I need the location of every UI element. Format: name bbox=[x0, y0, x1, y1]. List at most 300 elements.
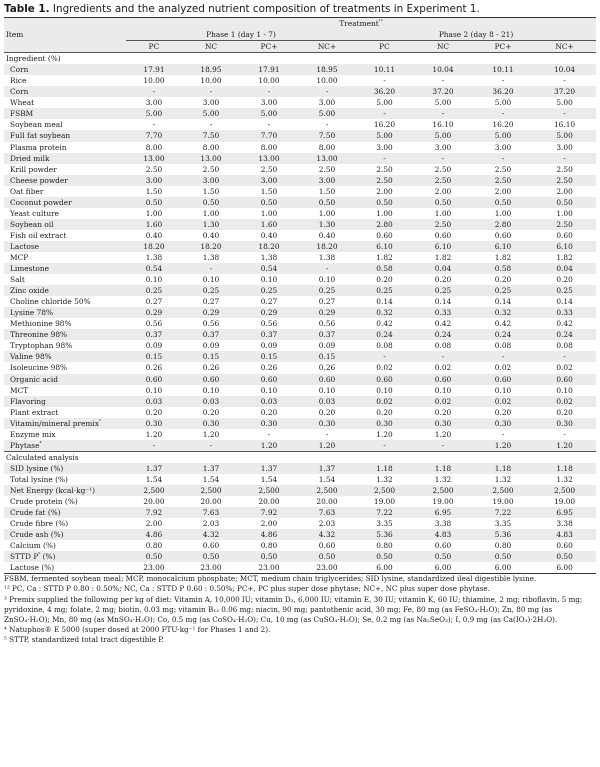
table-row bbox=[4, 362, 596, 373]
table-cell: 0.14 bbox=[376, 297, 393, 307]
table-cell: 4.86 bbox=[126, 529, 182, 540]
table-cell: 0.03 bbox=[298, 396, 356, 407]
treatment-label: Treatment bbox=[339, 19, 379, 28]
table-cell: 3.00 bbox=[434, 142, 452, 152]
row-label bbox=[4, 164, 126, 175]
table-cell: 0.50 bbox=[413, 197, 473, 208]
table-cell: - bbox=[473, 108, 533, 119]
footnote-sttd: ⁵ STTP, standardized total tract digestible P. bbox=[4, 634, 164, 644]
table-cell: 0.60 bbox=[202, 541, 220, 551]
table-cell: 0.50 bbox=[533, 197, 596, 208]
table-cell: 1.00 bbox=[376, 208, 393, 218]
table-cell: 1.20 bbox=[298, 440, 356, 452]
table-cell: 0.42 bbox=[556, 319, 573, 329]
table-cell: 5.36 bbox=[473, 529, 533, 540]
table-cell: 10.00 bbox=[316, 76, 338, 86]
table-cell: 10.00 bbox=[258, 76, 280, 86]
table-cell: 10.04 bbox=[533, 64, 596, 75]
table-cell: 8.00 bbox=[318, 142, 336, 152]
table-cell: 0.20 bbox=[494, 275, 512, 285]
table-cell: 0.25 bbox=[126, 285, 182, 296]
row-label-text: Isoleucine 98% bbox=[10, 363, 68, 373]
table-cell: 8.00 bbox=[145, 142, 163, 152]
table-cell: 0.26 bbox=[318, 363, 336, 373]
footnote-premix: ³ Premix supplied the following per kg of diet: Vitamin A, 10,000 IU; vitamin D₃, 6,000 IU; vitamin E, 30 IU; vitamin K, 60 IU; thiamine, 2 mg; riboflavin, 5 mg; pyridoxine, 4 mg; folate, 2 mg; biotin, 0.03 mg; vitamin B₁₂ 0.06 mg; niacin, 90 mg; pantothenic acid, 30 mg; Fe, 80 mg (as FeSO₄·H₂O); Zn, 80 mg (as ZnSO₄·H₂O); Mn, 80 mg (as MnSO₄·H₂O); Co, 0.5 mg (as CoSO₄·H₂O); Cu, 10 mg (as CuSO₄·H₂O); Se, 0.2 mg (as Na₂SeO₃); I, 0.9 mg (as Ca(IO₃)·2H₂O). bbox=[4, 594, 583, 624]
table-cell: 5.00 bbox=[298, 108, 356, 119]
table-cell: 6.00 bbox=[356, 562, 413, 574]
table-cell: 37.20 bbox=[413, 86, 473, 97]
table-cell: 0.27 bbox=[318, 297, 336, 307]
table-cell: 18.20 bbox=[126, 241, 182, 252]
table-row bbox=[4, 474, 596, 485]
row-label-text: MCP bbox=[10, 252, 29, 262]
table-cell: 0.60 bbox=[376, 230, 393, 240]
table-row bbox=[4, 329, 596, 340]
row-label-text: Lactose bbox=[10, 241, 40, 251]
table-cell: 10.00 bbox=[200, 76, 222, 86]
table-cell: - bbox=[298, 263, 356, 274]
table-cell: 0.10 bbox=[202, 275, 220, 285]
row-label bbox=[4, 329, 126, 340]
table-cell: 0.60 bbox=[318, 541, 336, 551]
table-cell: 0.40 bbox=[202, 230, 220, 240]
table-cell: 0.25 bbox=[298, 285, 356, 296]
table-cell: 3.00 bbox=[298, 175, 356, 186]
col-header: PC bbox=[356, 41, 413, 53]
table-cell: 0.10 bbox=[556, 385, 573, 395]
table-cell: 19.00 bbox=[492, 497, 514, 507]
table-cell: - bbox=[356, 108, 413, 119]
row-label-text: Cheese powder bbox=[10, 175, 68, 185]
table-cell: 1.20 bbox=[434, 429, 452, 439]
table-row bbox=[4, 208, 596, 219]
table-cell: 6.95 bbox=[413, 507, 473, 518]
table-cell: - bbox=[209, 120, 213, 130]
row-label-text: Total lysine (%) bbox=[10, 474, 68, 484]
table-cell: 0.20 bbox=[376, 407, 393, 417]
table-cell: 0.10 bbox=[318, 275, 336, 285]
table-cell: 0.25 bbox=[356, 285, 413, 296]
table-cell: 2,500 bbox=[413, 485, 473, 496]
footnote-treatments: ¹² PC, Ca : STTD P 0.80 : 0.50%; NC, Ca : STTD P 0.60 : 0.50%; PC+, PC plus super dose phytase; NC+, NC plus super dose phytase. bbox=[4, 584, 490, 594]
table-cell: 0.50 bbox=[298, 197, 356, 208]
table-cell: 0.10 bbox=[494, 385, 512, 395]
row-label bbox=[4, 274, 126, 285]
table-title bbox=[0, 0, 600, 17]
row-label-text: Full fat soybean bbox=[10, 131, 71, 141]
table-cell: 0.80 bbox=[494, 541, 512, 551]
table-cell: 0.02 bbox=[376, 363, 393, 373]
table-cell: 0.02 bbox=[413, 396, 473, 407]
table-row bbox=[4, 440, 596, 452]
row-label-text: Limestone bbox=[10, 264, 49, 274]
table-cell: 0.58 bbox=[473, 263, 533, 274]
table-cell: 16.20 bbox=[373, 120, 396, 130]
table-cell: 7.70 bbox=[240, 130, 298, 141]
table-cell: 2,500 bbox=[298, 485, 356, 496]
table-cell: 5.00 bbox=[126, 108, 182, 119]
table-row bbox=[4, 429, 596, 440]
table-cell: 3.00 bbox=[202, 98, 220, 108]
row-label-text: Plasma protein bbox=[10, 142, 67, 152]
table-cell: 0.37 bbox=[182, 329, 240, 340]
table-cell: 1.82 bbox=[494, 252, 512, 262]
table-row bbox=[4, 86, 596, 97]
table-cell: 1.20 bbox=[533, 440, 596, 452]
composition-table bbox=[4, 17, 596, 574]
table-row bbox=[4, 153, 596, 164]
row-label bbox=[4, 474, 126, 485]
table-cell: 1.18 bbox=[473, 463, 533, 474]
table-cell: 0.80 bbox=[145, 541, 163, 551]
table-row bbox=[4, 263, 596, 274]
table-cell: 1.50 bbox=[145, 186, 163, 196]
row-label bbox=[4, 418, 126, 429]
table-cell: 0.29 bbox=[298, 307, 356, 318]
table-cell: 6.10 bbox=[473, 241, 533, 252]
table-row bbox=[4, 418, 596, 429]
row-label-text: Dried milk bbox=[10, 153, 50, 163]
table-row bbox=[4, 164, 596, 175]
row-label bbox=[4, 318, 126, 329]
table-cell: 0.60 bbox=[126, 374, 182, 385]
table-cell: 0.25 bbox=[240, 285, 298, 296]
table-cell: 0.02 bbox=[494, 363, 512, 373]
row-label bbox=[4, 208, 126, 219]
table-cell: 0.08 bbox=[494, 341, 512, 351]
row-label bbox=[4, 429, 126, 440]
table-cell: 5.00 bbox=[494, 98, 512, 108]
table-cell: 4.83 bbox=[413, 529, 473, 540]
row-label-text: MCT bbox=[10, 385, 29, 395]
table-cell: 0.60 bbox=[434, 541, 452, 551]
table-cell: 1.54 bbox=[260, 474, 278, 484]
table-cell: 0.50 bbox=[473, 551, 533, 562]
table-cell: 0.56 bbox=[145, 319, 163, 329]
table-row bbox=[4, 507, 596, 518]
table-cell: 6.95 bbox=[533, 507, 596, 518]
row-label-text: Corn bbox=[10, 65, 29, 75]
table-cell: 8.00 bbox=[202, 142, 220, 152]
table-cell: 0.56 bbox=[202, 319, 220, 329]
table-cell: 2.80 bbox=[356, 219, 413, 230]
table-cell: 0.02 bbox=[356, 396, 413, 407]
table-cell: - bbox=[533, 108, 596, 119]
row-label-text: Enzyme mix bbox=[10, 429, 56, 439]
table-cell: 0.25 bbox=[473, 285, 533, 296]
table-cell: 2.50 bbox=[318, 164, 336, 174]
row-label-text: Crude fibre (%) bbox=[10, 519, 69, 529]
table-cell: 1.38 bbox=[260, 252, 278, 262]
table-cell: 1.32 bbox=[434, 474, 452, 484]
row-label bbox=[4, 108, 126, 119]
table-cell: 0.50 bbox=[182, 551, 240, 562]
row-label-text: Calcium (%) bbox=[10, 541, 56, 551]
row-label-text: FSBM bbox=[10, 109, 34, 119]
table-cell: 5.00 bbox=[533, 130, 596, 141]
table-cell: 6.10 bbox=[413, 241, 473, 252]
table-cell: - bbox=[240, 86, 298, 97]
table-cell: 1.20 bbox=[240, 440, 298, 452]
table-cell: 0.30 bbox=[182, 418, 240, 429]
row-label-text: Fish oil extract bbox=[10, 230, 67, 240]
table-cell: 1.30 bbox=[182, 219, 240, 230]
table-cell: 37.20 bbox=[533, 86, 596, 97]
table-cell: 3.35 bbox=[376, 519, 393, 529]
table-cell: 2.50 bbox=[413, 219, 473, 230]
table-cell: 0.80 bbox=[260, 541, 278, 551]
table-cell: 0.10 bbox=[260, 275, 278, 285]
table-cell: 0.27 bbox=[145, 297, 163, 307]
calculated-section bbox=[4, 451, 596, 463]
table-cell: 0.37 bbox=[240, 329, 298, 340]
table-cell: 1.82 bbox=[376, 252, 393, 262]
table-cell: - bbox=[383, 76, 386, 86]
table-cell: 2.00 bbox=[145, 519, 163, 529]
table-cell: 0.50 bbox=[356, 551, 413, 562]
table-cell: 0.30 bbox=[240, 418, 298, 429]
table-cell: 3.00 bbox=[182, 175, 240, 186]
table-cell: - bbox=[325, 120, 329, 130]
table-cell: 0.15 bbox=[126, 351, 182, 362]
table-cell: - bbox=[413, 351, 473, 362]
table-cell: 0.30 bbox=[533, 418, 596, 429]
phase2-header: Phase 2 (day 8 - 21) bbox=[356, 29, 596, 41]
table-cell: 0.60 bbox=[494, 230, 512, 240]
table-cell: 7.22 bbox=[473, 507, 533, 518]
table-cell: 3.00 bbox=[260, 98, 278, 108]
table-cell: 0.25 bbox=[413, 285, 473, 296]
table-cell: 7.22 bbox=[356, 507, 413, 518]
row-label bbox=[4, 186, 126, 197]
table-cell: 5.00 bbox=[182, 108, 240, 119]
table-row bbox=[4, 374, 596, 385]
table-cell: 17.91 bbox=[126, 64, 182, 75]
item-header: Item bbox=[4, 29, 126, 41]
table-cell: - bbox=[413, 440, 473, 452]
table-cell: 1.37 bbox=[240, 463, 298, 474]
table-cell: - bbox=[267, 429, 271, 439]
row-label bbox=[4, 219, 126, 230]
table-cell: 1.60 bbox=[240, 219, 298, 230]
table-cell: 23.00 bbox=[126, 562, 182, 574]
table-cell: - bbox=[182, 86, 240, 97]
row-label bbox=[4, 241, 126, 252]
table-cell: 3.00 bbox=[145, 98, 163, 108]
table-cell: - bbox=[533, 351, 596, 362]
row-label-text: Plant extract bbox=[10, 407, 59, 417]
table-cell: 0.30 bbox=[413, 418, 473, 429]
table-cell: 1.00 bbox=[318, 208, 336, 218]
row-label-text: Lactose (%) bbox=[10, 563, 55, 573]
table-cell: 3.00 bbox=[556, 142, 573, 152]
table-cell: 2.00 bbox=[376, 186, 393, 196]
table-cell: 16.10 bbox=[553, 120, 576, 130]
table-cell: 1.37 bbox=[182, 463, 240, 474]
table-cell: 1.32 bbox=[556, 474, 573, 484]
row-label bbox=[4, 562, 126, 574]
table-row bbox=[4, 274, 596, 285]
table-cell: 0.60 bbox=[556, 230, 573, 240]
table-cell: 2.50 bbox=[533, 175, 596, 186]
table-cell: 3.00 bbox=[240, 175, 298, 186]
table-cell: 2,500 bbox=[356, 485, 413, 496]
table-cell: - bbox=[473, 351, 533, 362]
table-row bbox=[4, 307, 596, 318]
table-cell: 13.00 bbox=[182, 153, 240, 164]
row-label-text: Yeast culture bbox=[10, 208, 60, 218]
row-label bbox=[4, 540, 126, 551]
table-cell: 20.00 bbox=[258, 497, 280, 507]
table-row bbox=[4, 75, 596, 86]
table-cell: 2,500 bbox=[473, 485, 533, 496]
table-row bbox=[4, 130, 596, 141]
treatment-header bbox=[126, 18, 596, 30]
table-cell: 0.32 bbox=[356, 307, 413, 318]
table-cell: 6.00 bbox=[413, 562, 473, 574]
table-row bbox=[4, 119, 596, 130]
col-header: NC bbox=[413, 41, 473, 53]
table-cell: - bbox=[356, 153, 413, 164]
table-cell: 1.37 bbox=[298, 463, 356, 474]
table-cell: 0.54 bbox=[126, 263, 182, 274]
table-cell: 0.10 bbox=[318, 385, 336, 395]
table-row bbox=[4, 64, 596, 75]
row-label bbox=[4, 64, 126, 75]
table-cell: 7.50 bbox=[298, 130, 356, 141]
table-cell: 1.32 bbox=[494, 474, 512, 484]
table-cell: 0.60 bbox=[356, 374, 413, 385]
table-cell: 0.24 bbox=[356, 329, 413, 340]
table-cell: 3.38 bbox=[556, 519, 573, 529]
table-cell: 17.91 bbox=[240, 64, 298, 75]
table-cell: 5.00 bbox=[413, 130, 473, 141]
table-cell: 2.80 bbox=[473, 219, 533, 230]
table-cell: 2.03 bbox=[202, 519, 220, 529]
table-cell: 2,500 bbox=[182, 485, 240, 496]
table-row bbox=[4, 396, 596, 407]
table-cell: 2.50 bbox=[533, 219, 596, 230]
table-cell: 3.00 bbox=[376, 142, 393, 152]
table-cell: 0.10 bbox=[145, 385, 163, 395]
table-cell: 6.10 bbox=[356, 241, 413, 252]
table-cell: 7.63 bbox=[182, 507, 240, 518]
table-cell: 0.37 bbox=[126, 329, 182, 340]
row-label-text: Soybean oil bbox=[10, 219, 54, 229]
table-cell: 0.24 bbox=[533, 329, 596, 340]
row-label bbox=[4, 285, 126, 296]
table-cell: 0.20 bbox=[318, 407, 336, 417]
table-cell: 5.00 bbox=[376, 98, 393, 108]
table-row bbox=[4, 197, 596, 208]
table-row bbox=[4, 485, 596, 496]
table-cell: 2.50 bbox=[494, 164, 512, 174]
row-label-text: Valine 98% bbox=[10, 352, 52, 362]
table-cell: 0.58 bbox=[356, 263, 413, 274]
col-header: NC+ bbox=[298, 41, 356, 53]
table-row bbox=[4, 285, 596, 296]
table-cell: 18.20 bbox=[240, 241, 298, 252]
table-cell: 0.02 bbox=[434, 363, 452, 373]
table-cell: 0.50 bbox=[240, 551, 298, 562]
table-cell: 1.18 bbox=[413, 463, 473, 474]
table-cell: - bbox=[441, 76, 445, 86]
ingredient-section bbox=[4, 53, 596, 65]
table-row bbox=[4, 108, 596, 119]
row-label bbox=[4, 230, 126, 241]
table-row bbox=[4, 529, 596, 540]
table-cell: 6.10 bbox=[533, 241, 596, 252]
table-cell: - bbox=[501, 76, 505, 86]
table-cell: 0.26 bbox=[260, 363, 278, 373]
table-cell: 0.03 bbox=[240, 396, 298, 407]
table-cell: 0.40 bbox=[260, 230, 278, 240]
table-row bbox=[4, 562, 596, 574]
table-cell: 2.50 bbox=[413, 175, 473, 186]
table-row bbox=[4, 540, 596, 551]
table-cell: 0.02 bbox=[473, 396, 533, 407]
table-body bbox=[4, 18, 596, 574]
table-cell: 0.60 bbox=[298, 374, 356, 385]
row-label-text: Zinc oxide bbox=[10, 286, 49, 296]
table-row bbox=[4, 351, 596, 362]
row-label-text: SID lysine (%) bbox=[10, 463, 64, 473]
table-cell: 6.00 bbox=[473, 562, 533, 574]
row-label-text: Vitamin/mineral premix bbox=[10, 418, 99, 428]
treatment-sup: ¹² bbox=[378, 18, 383, 25]
col-header: PC+ bbox=[473, 41, 533, 53]
table-cell: 20.00 bbox=[200, 497, 222, 507]
table-cell: 1.00 bbox=[145, 208, 163, 218]
table-cell: 0.03 bbox=[126, 396, 182, 407]
table-cell: 0.25 bbox=[533, 285, 596, 296]
table-cell: 0.02 bbox=[556, 363, 573, 373]
table-cell: 18.20 bbox=[298, 241, 356, 252]
row-label-text: Soybean meal bbox=[10, 120, 63, 130]
row-label bbox=[4, 252, 126, 263]
table-cell: 1.38 bbox=[202, 252, 220, 262]
table-cell: 0.25 bbox=[182, 285, 240, 296]
row-label bbox=[4, 374, 126, 385]
row-label-text: Organic acid bbox=[10, 374, 58, 384]
table-cell: 1.54 bbox=[318, 474, 336, 484]
table-cell: 0.10 bbox=[376, 385, 393, 395]
table-cell: 2,500 bbox=[240, 485, 298, 496]
table-cell: 4.32 bbox=[298, 529, 356, 540]
table-cell: 0.26 bbox=[145, 363, 163, 373]
row-label bbox=[4, 507, 126, 518]
table-cell: 0.60 bbox=[473, 374, 533, 385]
table-cell: 13.00 bbox=[126, 153, 182, 164]
table-cell: 1.20 bbox=[145, 429, 163, 439]
table-cell: - bbox=[356, 351, 413, 362]
table-cell: 0.20 bbox=[556, 275, 573, 285]
table-cell: 0.14 bbox=[434, 297, 452, 307]
table-cell: 5.36 bbox=[356, 529, 413, 540]
table-cell: 0.20 bbox=[434, 275, 452, 285]
table-cell: - bbox=[298, 86, 356, 97]
table-cell: 0.29 bbox=[240, 307, 298, 318]
table-row bbox=[4, 241, 596, 252]
table-cell: 0.09 bbox=[260, 341, 278, 351]
table-row bbox=[4, 463, 596, 474]
table-cell: 0.50 bbox=[240, 197, 298, 208]
col-header: PC+ bbox=[240, 41, 298, 53]
table-row bbox=[4, 142, 596, 153]
table-cell: 2,500 bbox=[533, 485, 596, 496]
table-cell: 0.50 bbox=[356, 197, 413, 208]
table-cell: 0.08 bbox=[556, 341, 573, 351]
